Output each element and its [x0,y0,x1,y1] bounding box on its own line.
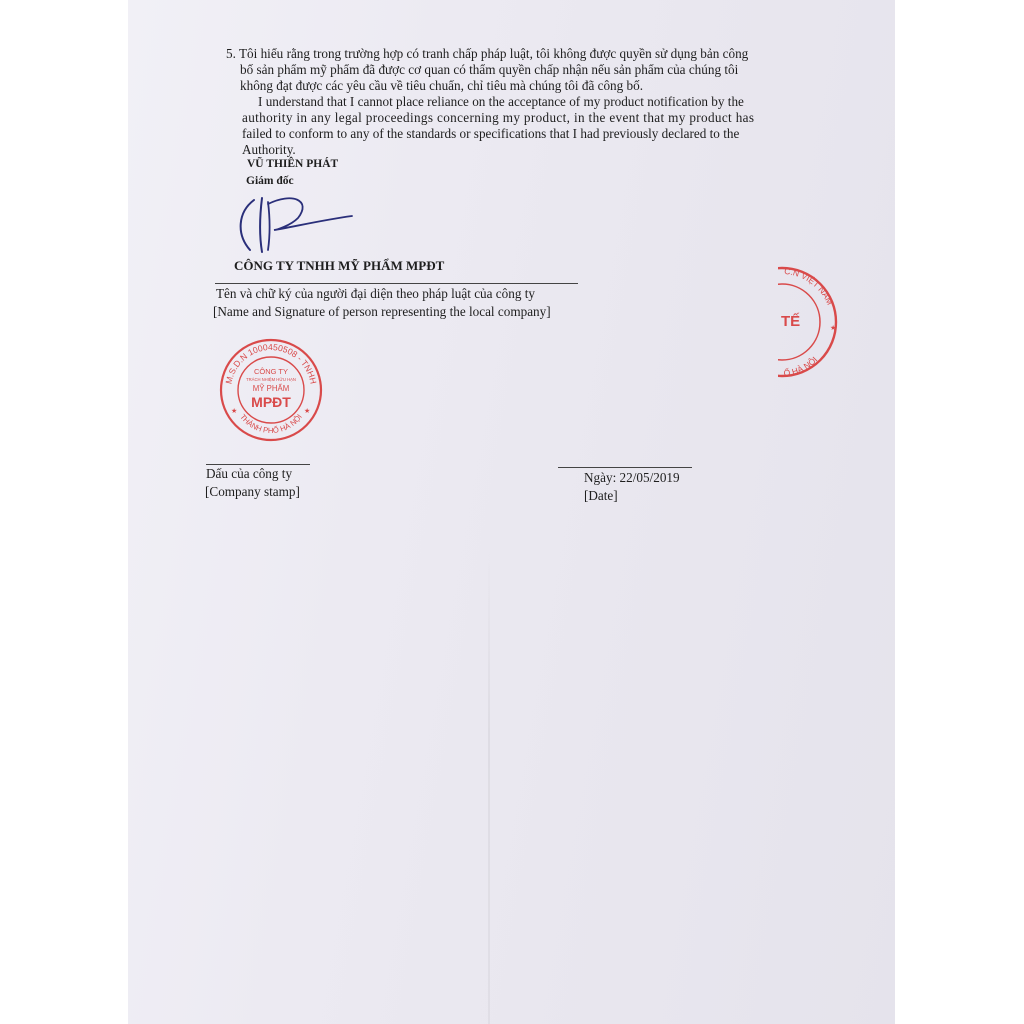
stamp-ring-bottom: THÀNH PHỐ HÀ NỘI [238,412,304,436]
company-stamp [218,337,324,443]
page-fold-shadow [488,540,490,1024]
clause-vietnamese [226,46,748,94]
clause-en-line-4: Authority. [242,142,296,157]
partial-stamp-ring-top: C.N VIỆT NAM [783,265,836,307]
signature-line [215,283,578,284]
partial-stamp-star-icon: ★ [830,325,837,332]
clause-vn-line-2: bố sản phẩm mỹ phẩm đã được cơ quan có thẩm quyền chấp nhận nếu sản phẩm của chúng tôi [240,62,739,77]
stamp-line-2: TRÁCH NHIỆM HỮU HẠN [246,377,296,382]
partial-stamp-center: TẾ [781,313,801,330]
partial-stamp-ring-bottom: Ố HÀ NỘI [783,354,820,379]
partial-stamp [778,258,840,384]
date-value: Ngày: 22/05/2019 [584,470,680,485]
clause-en-line-3: failed to conform to any of the standards or specifications that I had previously declared to the [242,126,740,141]
signer-name: VŨ THIÊN PHÁT [247,158,339,170]
clause-vn-line-1: Tôi hiểu rằng trong trường hợp có tranh chấp pháp luật, tôi không được quyền sử dụng bản công [238,46,749,61]
clause-number: 5. [226,46,236,61]
clause-english [242,94,754,158]
stamp-line-1: CÔNG TY [253,367,289,376]
stamp-line-3: MỸ PHẨM [252,384,290,393]
handwritten-signature [232,190,362,256]
stamp-star-right-icon: ★ [304,408,311,415]
stamp-line-4: MPĐT [251,394,291,410]
date-caption-en: [Date] [584,488,618,503]
clause-vn-line-3: không đạt được các yêu cầu về tiêu chuẩn, chỉ tiêu mà chúng tôi đã công bố. [240,78,644,93]
signature-caption-en: [Name and Signature of person representing the local company] [213,304,551,319]
clause-en-line-2: authority in any legal proceedings concerning my product, in the event that my product has [242,110,755,125]
signer-title: Giám đốc [246,175,294,187]
stamp-star-left-icon: ★ [231,408,238,415]
date-line [558,467,692,468]
stamp-caption-en: [Company stamp] [205,484,300,499]
clause-en-line-1: I understand that I cannot place reliance on the acceptance of my product notification by the [258,94,744,109]
stamp-ring-top: M.S.D.N 1000450508 - TNHH [223,341,319,385]
stamp-caption-vn: Dấu của công ty [206,466,293,481]
stamp-line [206,464,310,465]
company-name: CÔNG TY TNHH MỸ PHẨM MPĐT [234,258,445,273]
signature-caption-vn: Tên và chữ ký của người đại diện theo pháp luật của công ty [216,286,535,301]
